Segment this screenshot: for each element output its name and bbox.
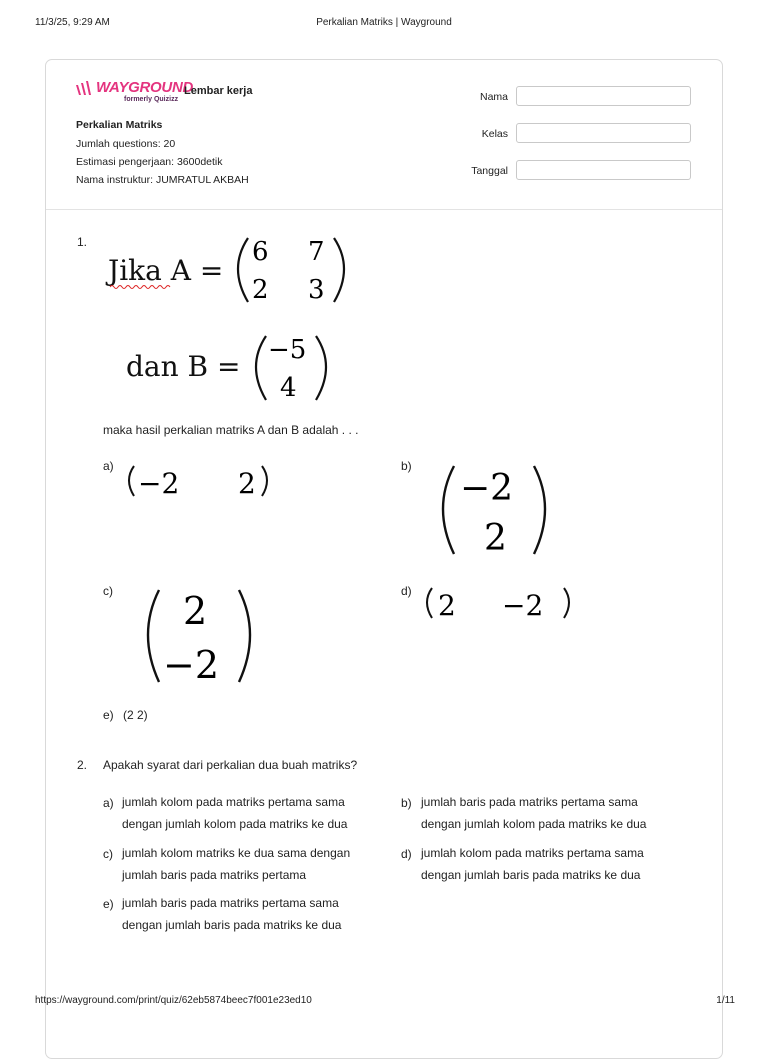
matrix-entry: 2 bbox=[484, 518, 507, 559]
option-line: dengan jumlah baris pada matriks ke dua bbox=[122, 918, 342, 932]
question-text: maka hasil perkalian matriks A dan B adalah . . . bbox=[103, 423, 359, 437]
option-line: jumlah kolom pada matriks pertama sama bbox=[421, 846, 644, 860]
option-c-column-matrix[interactable] bbox=[133, 578, 263, 688]
option-line: jumlah kolom matriks ke dua sama dengan bbox=[122, 846, 351, 860]
option-a-text[interactable] bbox=[122, 791, 362, 835]
option-line: dengan jumlah baris pada matriks ke dua bbox=[421, 868, 641, 882]
option-line: dengan jumlah kolom pada matriks ke dua bbox=[421, 817, 647, 831]
option-letter: b) bbox=[401, 796, 412, 810]
option-d-text[interactable] bbox=[421, 842, 661, 886]
instructor-name: Nama instruktur: JUMRATUL AKBAH bbox=[76, 174, 249, 186]
matrix-b-entry: 4 bbox=[280, 373, 297, 403]
option-line: jumlah kolom pada matriks pertama sama bbox=[122, 795, 345, 809]
print-page-title: Perkalian Matriks | Wayground bbox=[316, 17, 452, 28]
option-letter: c) bbox=[103, 584, 113, 598]
brand-subtitle: formerly Quizizz bbox=[124, 96, 179, 103]
left-paren bbox=[443, 466, 454, 554]
jika-a-label: Jika A = bbox=[108, 254, 224, 287]
print-datetime: 11/3/25, 9:29 AM bbox=[35, 17, 110, 28]
option-b-text[interactable] bbox=[421, 791, 661, 835]
brand-wordmark: WAYGROUND bbox=[96, 79, 194, 96]
matrix-a-right-paren bbox=[334, 238, 344, 302]
right-paren bbox=[262, 466, 267, 496]
matrix-b-left-paren bbox=[256, 336, 266, 400]
print-url: https://wayground.com/print/quiz/62eb5874beec7f001e23ed10 bbox=[35, 995, 312, 1006]
dan-b-label: dan B = bbox=[126, 350, 241, 383]
worksheet-type-label: Lembar kerja bbox=[184, 85, 253, 97]
print-page-count: 1/11 bbox=[716, 995, 735, 1006]
matrix-b-right-paren bbox=[316, 336, 326, 400]
class-label: Kelas bbox=[481, 128, 508, 140]
right-paren bbox=[239, 590, 250, 682]
name-label: Nama bbox=[479, 91, 508, 103]
left-paren bbox=[148, 590, 159, 682]
wayground-logo-icon bbox=[75, 80, 95, 96]
question-number: 2. bbox=[77, 758, 88, 772]
option-line: jumlah baris pada matriks pertama bbox=[122, 868, 307, 882]
option-e-text[interactable] bbox=[122, 892, 362, 936]
matrix-a-entry: 3 bbox=[308, 275, 325, 305]
option-a-row-matrix[interactable] bbox=[120, 462, 280, 502]
option-letter: c) bbox=[103, 847, 113, 861]
header-divider bbox=[46, 209, 722, 210]
matrix-entry: 2 bbox=[438, 589, 456, 622]
matrix-entry: −2 bbox=[460, 468, 514, 509]
option-d-row-matrix[interactable] bbox=[418, 584, 578, 624]
name-field[interactable] bbox=[516, 86, 691, 106]
matrix-entry: −2 bbox=[138, 467, 180, 500]
option-e-text[interactable]: (2 2) bbox=[123, 708, 148, 722]
question-1-math-image bbox=[100, 230, 360, 410]
matrix-b-entry: −5 bbox=[268, 335, 307, 365]
option-letter: a) bbox=[103, 796, 114, 810]
option-letter: b) bbox=[401, 459, 412, 473]
class-field[interactable] bbox=[516, 123, 691, 143]
matrix-entry: −2 bbox=[163, 643, 220, 687]
option-line: dengan jumlah kolom pada matriks ke dua bbox=[122, 817, 348, 831]
option-c-text[interactable] bbox=[122, 842, 362, 886]
date-field[interactable] bbox=[516, 160, 691, 180]
left-paren bbox=[129, 466, 134, 496]
option-letter: a) bbox=[103, 459, 114, 473]
question-count: Jumlah questions: 20 bbox=[76, 138, 176, 150]
matrix-a-entry: 6 bbox=[252, 237, 269, 267]
option-line: jumlah baris pada matriks pertama sama bbox=[421, 795, 638, 809]
matrix-a-entry: 7 bbox=[308, 237, 325, 267]
matrix-entry: 2 bbox=[183, 589, 208, 633]
right-paren bbox=[534, 466, 545, 554]
right-paren bbox=[564, 588, 569, 618]
matrix-a-left-paren bbox=[238, 238, 248, 302]
option-b-column-matrix[interactable] bbox=[430, 460, 560, 560]
option-letter: e) bbox=[103, 897, 114, 911]
question-number: 1. bbox=[77, 235, 88, 249]
option-letter: d) bbox=[401, 847, 412, 861]
left-paren bbox=[427, 588, 432, 618]
matrix-a-entry: 2 bbox=[252, 275, 269, 305]
time-estimate: Estimasi pengerjaan: 3600detik bbox=[76, 156, 223, 168]
matrix-entry: 2 bbox=[238, 467, 256, 500]
option-letter: e) bbox=[103, 708, 114, 722]
date-label: Tanggal bbox=[471, 165, 508, 177]
option-letter: d) bbox=[401, 584, 412, 598]
matrix-entry: −2 bbox=[502, 589, 544, 622]
option-line: jumlah baris pada matriks pertama sama bbox=[122, 896, 339, 910]
worksheet-title: Perkalian Matriks bbox=[76, 119, 163, 131]
question-text: Apakah syarat dari perkalian dua buah matriks? bbox=[103, 758, 358, 772]
